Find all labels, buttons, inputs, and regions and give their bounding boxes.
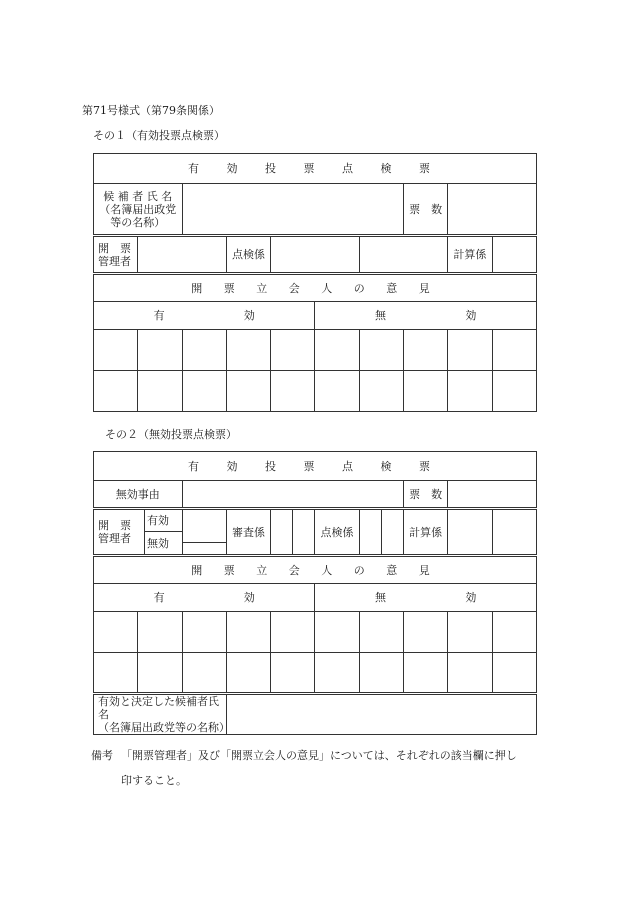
- examiner-label: 審査係: [226, 509, 270, 556]
- remarks-label: 備考: [91, 749, 113, 762]
- seal-cell[interactable]: [403, 653, 447, 694]
- witness-opinion-label: 開 票 立 会 人 の 意 見: [94, 556, 537, 584]
- checker-seal-cell[interactable]: [359, 509, 403, 556]
- seal-cell[interactable]: [182, 371, 226, 412]
- manager-seal-cell[interactable]: [182, 509, 226, 556]
- valid-right-char: 効: [243, 591, 255, 604]
- seal-cell[interactable]: [94, 371, 138, 412]
- valid-vote-check-table: [93, 153, 537, 412]
- examiner-seal-cell[interactable]: [271, 509, 315, 556]
- seal-cell[interactable]: [403, 330, 447, 371]
- seal-cell[interactable]: [182, 653, 226, 694]
- seal-cell[interactable]: [271, 371, 315, 412]
- seal-cell[interactable]: [403, 612, 447, 653]
- valid-sub-label: 有効: [145, 510, 182, 532]
- invalid-right-char: 効: [465, 591, 477, 604]
- section2-heading: その２（無効投票点検票）: [105, 428, 237, 441]
- valid-left-char: 有: [153, 591, 165, 604]
- valid-header: [94, 584, 315, 612]
- seal-cell[interactable]: [94, 653, 138, 694]
- votes-label: 票 数: [403, 481, 447, 509]
- manager-seal-field[interactable]: [138, 236, 227, 274]
- form-number: 第71号様式（第79条関係）: [82, 104, 220, 117]
- invalid-header: [315, 302, 537, 330]
- seal-cell[interactable]: [138, 612, 182, 653]
- seal-cell[interactable]: [492, 371, 536, 412]
- seal-cell[interactable]: [448, 653, 492, 694]
- seal-cell[interactable]: [226, 330, 270, 371]
- seal-cell[interactable]: [226, 612, 270, 653]
- seal-cell[interactable]: [403, 371, 447, 412]
- checker-label: 点検係: [226, 236, 270, 274]
- seal-cell[interactable]: [226, 653, 270, 694]
- candidate-name-field[interactable]: [182, 184, 403, 236]
- seal-cell[interactable]: [359, 330, 403, 371]
- seal-cell[interactable]: [182, 330, 226, 371]
- seal-cell[interactable]: [271, 330, 315, 371]
- checker-seal-field-2[interactable]: [359, 236, 448, 274]
- calculator-seal-field[interactable]: [492, 236, 536, 274]
- seal-cell[interactable]: [359, 371, 403, 412]
- decided-candidate-label: 有効と決定した候補者氏名 （名簿届出政党等の名称）: [94, 694, 227, 735]
- invalid-reason-field[interactable]: [182, 481, 403, 509]
- decided-candidate-field[interactable]: [226, 694, 536, 735]
- calculator-label: 計算係: [448, 236, 492, 274]
- seal-cell[interactable]: [492, 330, 536, 371]
- seal-cell[interactable]: [94, 330, 138, 371]
- table-title: 有 効 投 票 点 検 票: [94, 154, 537, 184]
- checker-seal-field-1[interactable]: [271, 236, 360, 274]
- seal-cell[interactable]: [138, 371, 182, 412]
- seal-cell[interactable]: [492, 612, 536, 653]
- calculator-seal-cell[interactable]: [448, 509, 537, 556]
- invalid-reason-label: 無効事由: [94, 481, 183, 509]
- valid-right-char: 効: [243, 309, 255, 322]
- votes-field[interactable]: [448, 481, 537, 509]
- valid-header: [94, 302, 315, 330]
- calculator-label: 計算係: [403, 509, 447, 556]
- manager-label: 開 票 管理者: [94, 236, 138, 274]
- remarks-line-1: 「開票管理者」及び「開票立会人の意見」については、それぞれの該当欄に押し: [121, 749, 517, 762]
- checker-label: 点検係: [315, 509, 359, 556]
- table-title: 有 効 投 票 点 検 票: [94, 452, 537, 481]
- seal-cell[interactable]: [182, 612, 226, 653]
- seal-cell[interactable]: [315, 330, 359, 371]
- seal-cell[interactable]: [315, 653, 359, 694]
- invalid-vote-check-table: [93, 451, 537, 735]
- invalid-sub-label: 無効: [145, 532, 182, 555]
- seal-cell[interactable]: [138, 653, 182, 694]
- invalid-right-char: 効: [465, 309, 477, 322]
- valid-left-char: 有: [153, 309, 165, 322]
- seal-cell[interactable]: [448, 612, 492, 653]
- invalid-left-char: 無: [375, 591, 387, 604]
- manager-label: 開 票 管理者: [98, 519, 131, 545]
- invalid-header: [315, 584, 537, 612]
- seal-cell[interactable]: [359, 612, 403, 653]
- candidate-name-label: 候 補 者 氏 名 （名簿届出政党 等の名称）: [94, 184, 183, 236]
- invalid-left-char: 無: [375, 309, 387, 322]
- seal-cell[interactable]: [448, 330, 492, 371]
- seal-cell[interactable]: [226, 371, 270, 412]
- seal-cell[interactable]: [138, 330, 182, 371]
- section1-heading: その１（有効投票点検票）: [93, 129, 225, 142]
- seal-cell[interactable]: [359, 653, 403, 694]
- seal-cell[interactable]: [315, 612, 359, 653]
- votes-field[interactable]: [448, 184, 537, 236]
- seal-cell[interactable]: [271, 653, 315, 694]
- seal-cell[interactable]: [94, 612, 138, 653]
- seal-cell[interactable]: [315, 371, 359, 412]
- witness-opinion-label: 開 票 立 会 人 の 意 見: [94, 274, 537, 302]
- seal-cell[interactable]: [271, 612, 315, 653]
- seal-cell[interactable]: [448, 371, 492, 412]
- manager-cell: [94, 509, 183, 556]
- votes-label: 票 数: [403, 184, 447, 236]
- remarks-line-2: 印すること。: [121, 774, 187, 787]
- seal-cell[interactable]: [492, 653, 536, 694]
